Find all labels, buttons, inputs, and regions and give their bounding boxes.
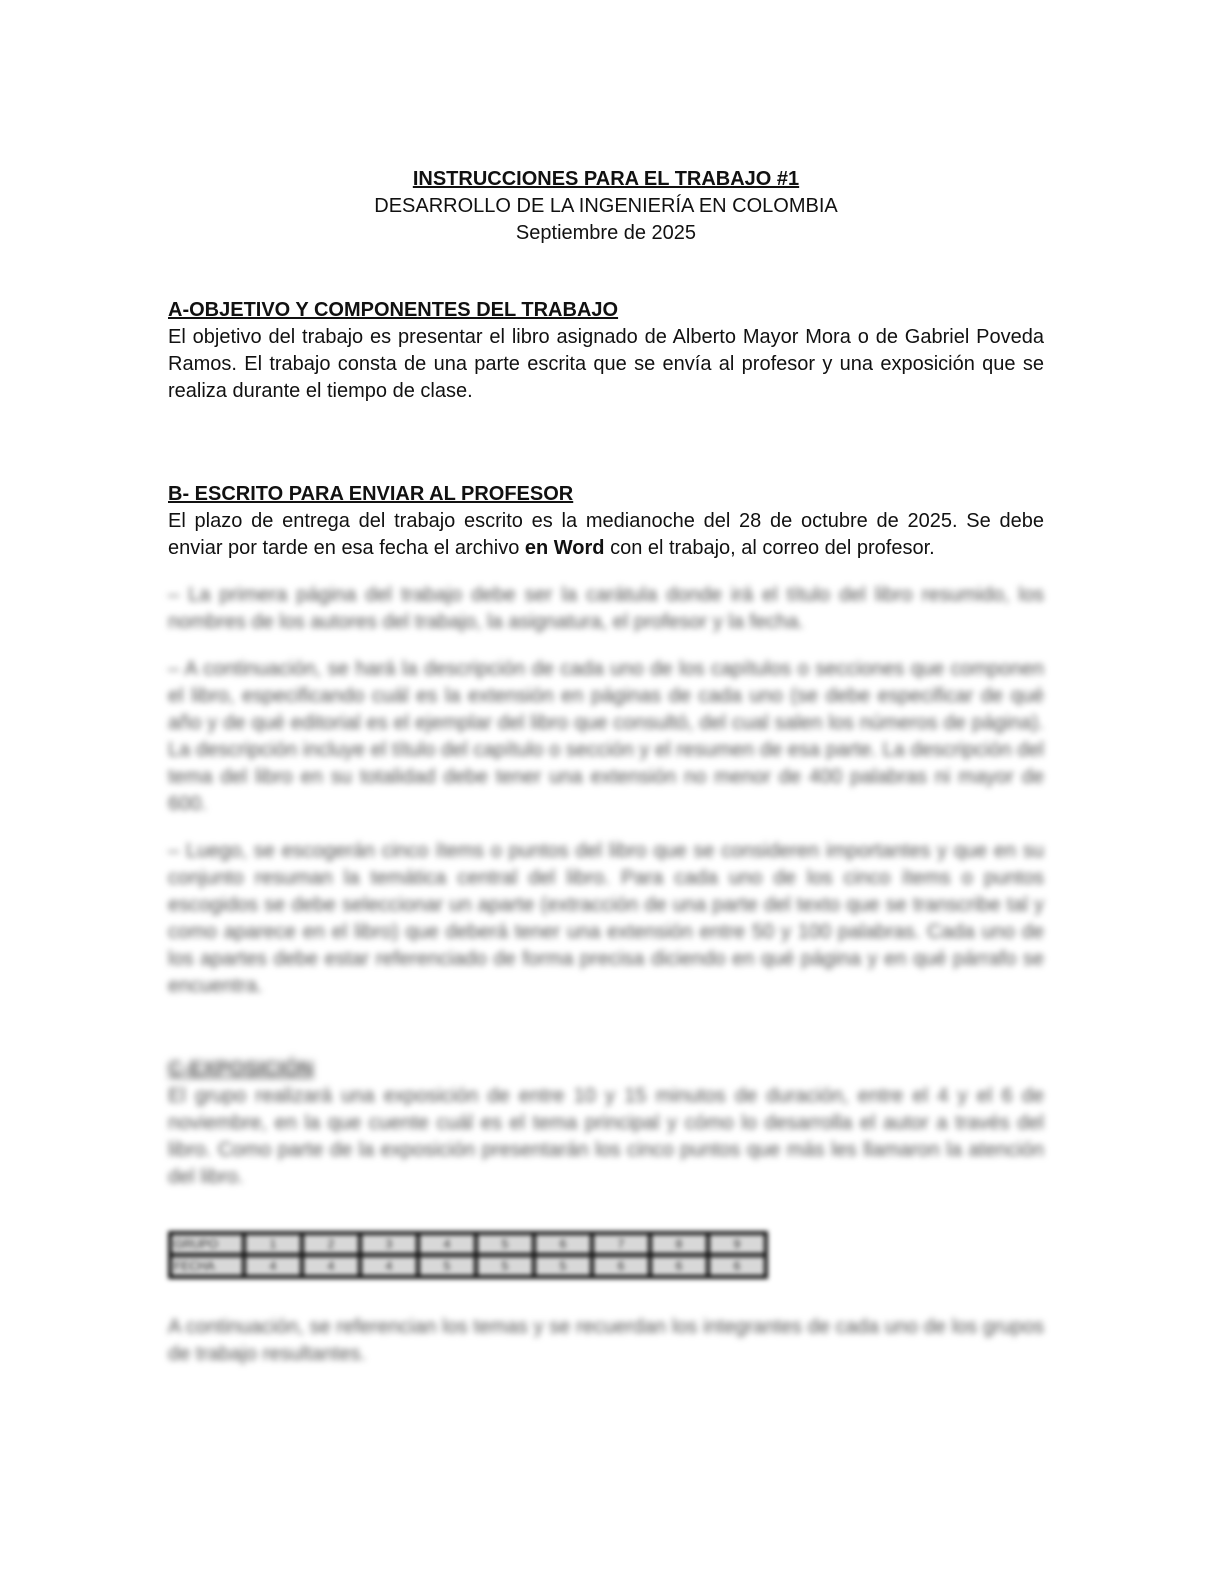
section-b-body-start: El plazo de entrega del trabajo escrito es la medianoche del 28 de octubre de 2025. Se debe enviar por tarde en esa fecha el archivo	[168, 510, 1044, 559]
table-cell: 1	[244, 1233, 302, 1255]
table-cell: 6	[534, 1233, 592, 1255]
section-b-body	[168, 508, 1044, 562]
table-cell: 8	[650, 1233, 708, 1255]
document-page	[168, 166, 1044, 1368]
table-cell: 6	[708, 1255, 766, 1277]
table-cell: FECHA	[170, 1255, 244, 1277]
table-cell: 5	[476, 1233, 534, 1255]
schedule-table	[168, 1231, 768, 1279]
schedule-table-wrapper	[168, 1231, 768, 1279]
table-row	[170, 1233, 766, 1255]
blurred-item-2: – A continuación, se hará la descripción de cada uno de los capítulos o secciones que componen el libro, especificando cuál es la extensión en páginas de cada uno (se debe especificar de qué año y de qué editorial es el ejemplar del libro que consultó, del cual salen los números de página). La descripción incluye el título del capítulo o sección y el resumen de esa parte. La descripción del tema del libro en su totalidad debe tener una extensión no menor de 400 palabras ni mayor de 600.	[168, 658, 1044, 815]
section-c-body: El grupo realizará una exposición de entre 10 y 15 minutos de duración, entre el 4 y el 6 de noviembre, en la que cuente cuál es el tema principal y cómo lo desarrolla el autor a través del libro. Como parte de la exposición presentarán los cinco puntos que más les llamaron la atención del libro.	[168, 1085, 1044, 1188]
section-b-body-bold: en Word	[524, 537, 605, 559]
table-cell: GRUPO	[170, 1233, 244, 1255]
table-cell: 7	[592, 1233, 650, 1255]
document-header	[168, 166, 1044, 247]
table-cell: 5	[418, 1255, 476, 1277]
blurred-item-3: – Luego, se escogerán cinco ítems o puntos del libro que se consideren importantes y que en su conjunto resuman la temática central del libro. Para cada uno de los cinco ítems o puntos escogidos se debe seleccionar un aparte (extracción de una parte del texto que se transcribe tal y como aparece en el libro) que deberá tener una extensión entre 50 y 100 palabras. Cada uno de los apartes debe estar referenciado de forma precisa diciendo en qué página y en qué párrafo se encuentra.	[168, 840, 1044, 997]
section-a-title: A-OBJETIVO Y COMPONENTES DEL TRABAJO	[168, 299, 619, 321]
table-cell: 3	[360, 1233, 418, 1255]
blurred-item-1: – La primera página del trabajo debe ser la carátula donde irá el título del libro resumido, los nombres de los autores del trabajo, la asignatura, el profesor y la fecha.	[168, 584, 1044, 633]
table-cell: 2	[302, 1233, 360, 1255]
section-b-title: B- ESCRITO PARA ENVIAR AL PROFESOR	[168, 483, 574, 505]
table-cell: 6	[592, 1255, 650, 1277]
table-cell: 4	[244, 1255, 302, 1277]
table-cell: 5	[476, 1255, 534, 1277]
document-title: INSTRUCCIONES PARA EL TRABAJO #1	[412, 168, 800, 190]
table-cell: 4	[418, 1233, 476, 1255]
table-cell: 6	[650, 1255, 708, 1277]
table-row	[170, 1255, 766, 1277]
table-cell: 4	[302, 1255, 360, 1277]
table-cell: 9	[708, 1233, 766, 1255]
table-cell: 5	[534, 1255, 592, 1277]
closing-paragraph: A continuación, se referencian los temas y se recuerdan los integrantes de cada uno de los grupos de trabajo resultantes.	[168, 1316, 1044, 1365]
table-cell: 4	[360, 1255, 418, 1277]
section-a-body: El objetivo del trabajo es presentar el libro asignado de Alberto Mayor Mora o de Gabriel Poveda Ramos. El trabajo consta de una parte escrita que se envía al profesor y una exposición que se realiza durante el tiempo de clase.	[168, 326, 1044, 402]
section-c-title: C-EXPOSICIÓN	[168, 1058, 314, 1080]
section-b-body-end: con el trabajo, al correo del profesor.	[604, 537, 935, 559]
course-name: DESARROLLO DE LA INGENIERÍA EN COLOMBIA	[374, 195, 838, 217]
document-date: Septiembre de 2025	[515, 222, 697, 244]
